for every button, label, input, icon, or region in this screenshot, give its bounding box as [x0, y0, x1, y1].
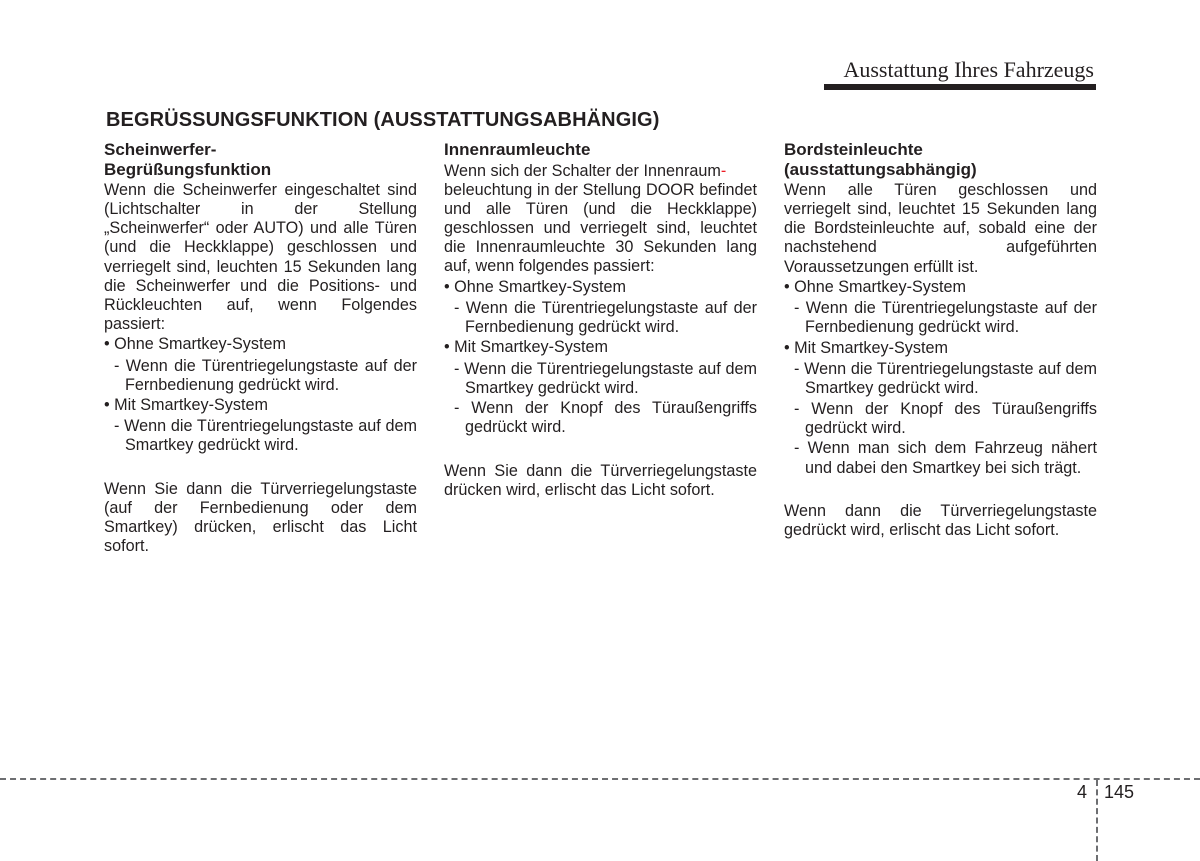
- dash-item: - Wenn der Knopf des Türaußengriffs gedrückt wird.: [454, 399, 757, 437]
- column-scheinwerfer: [104, 140, 417, 556]
- intro-text: beleuchtung in der Stellung DOOR befindet und alle Türen (und die Heckklappe) geschlossen und verriegelt sind, leuchtet die Innenraumleuchte 30 Sekunden lang auf, wenn folgendes passiert:: [444, 180, 757, 276]
- heading-line: Bordsteinleuchte: [784, 140, 923, 159]
- dash-list: [784, 299, 1097, 337]
- intro-paragraph: Wenn alle Türen geschlossen und verriegelt sind, leuchtet 15 Sekunden lang die Bordsteinleuchte auf, sobald eine der nachstehend aufgeführten Voraussetzungen erfüllt ist.: [784, 181, 1097, 276]
- spacer: [104, 457, 417, 480]
- dash-item: - Wenn der Knopf des Türaußengriffs gedrückt wird.: [794, 399, 1097, 437]
- column-innenraumleuchte: [444, 140, 757, 500]
- dash-list: [104, 357, 417, 395]
- bullet-item: • Mit Smartkey-System: [104, 396, 268, 415]
- dash-list: [104, 417, 417, 455]
- running-header: Ausstattung Ihres Fahrzeugs: [843, 57, 1094, 82]
- intro-paragraph: [444, 162, 757, 277]
- dash-item: - Wenn die Türentriegelungstaste auf dem Smartkey gedrückt wird.: [794, 360, 1097, 398]
- dash-list: [784, 360, 1097, 478]
- intro-paragraph: Wenn die Scheinwerfer eingeschaltet sind (Lichtschalter in der Stellung „Scheinwerfer“ oder AUTO) und alle Türen (und die Heckklappe) geschlossen und verriegelt sind, leuchten 15 Sekunden lang die Scheinwerfer und die Positions- und Rückleuchten auf, wenn Folgendes passiert:: [104, 181, 417, 333]
- hyphen-mark: -: [720, 161, 727, 180]
- intro-text: Wenn sich der Schalter der Innenraum: [444, 161, 721, 180]
- column-bordsteinleuchte: [784, 140, 1097, 540]
- outro-paragraph: Wenn dann die Türverriegelungstaste gedrückt wird, erlischt das Licht sofort.: [784, 502, 1097, 540]
- bullet-item: • Mit Smartkey-System: [784, 338, 948, 357]
- heading-line: Begrüßungsfunktion: [104, 159, 272, 179]
- column-heading: Innenraumleuchte: [444, 140, 591, 159]
- dash-item: - Wenn die Türentriegelungstaste auf dem Smartkey gedrückt wird.: [454, 359, 757, 397]
- outro-paragraph: Wenn Sie dann die Türverriegelungstaste drücken wird, erlischt das Licht sofort.: [444, 461, 757, 499]
- heading-line: (ausstattungsabhängig): [784, 159, 977, 179]
- column-heading: [784, 140, 1097, 179]
- dash-item: - Wenn die Türentriegelungstaste auf dem Smartkey gedrückt wird.: [114, 417, 417, 455]
- dash-item: - Wenn die Türentriegelungstaste auf der Fernbedienung gedrückt wird.: [114, 356, 417, 394]
- page-number: 145: [1104, 782, 1135, 802]
- dash-item: - Wenn die Türentriegelungstaste auf der Fernbedienung gedrückt wird.: [794, 299, 1097, 337]
- spacer: [444, 439, 757, 462]
- dash-list: [444, 299, 757, 337]
- outro-paragraph: Wenn Sie dann die Türverriegelungstaste (auf der Fernbedienung oder dem Smartkey) drücken, erlischt das Licht sofort.: [104, 480, 417, 556]
- chapter-number: 4: [1077, 782, 1088, 802]
- dash-item: - Wenn man sich dem Fahrzeug nähert und dabei den Smartkey bei sich trägt.: [794, 439, 1097, 477]
- bullet-item: • Ohne Smartkey-System: [444, 277, 626, 296]
- bullet-item: • Mit Smartkey-System: [444, 338, 608, 357]
- header-rule: [824, 84, 1096, 90]
- footer-rule: [0, 778, 1200, 780]
- spacer: [784, 479, 1097, 502]
- column-heading: [104, 140, 417, 179]
- dash-item: - Wenn die Türentriegelungstaste auf der Fernbedienung gedrückt wird.: [454, 298, 757, 336]
- heading-line: Scheinwerfer-: [104, 140, 217, 159]
- section-title: BEGRÜSSUNGSFUNKTION (AUSSTATTUNGSABHÄNGIG): [106, 109, 660, 131]
- bullet-item: • Ohne Smartkey-System: [104, 335, 286, 354]
- bullet-item: • Ohne Smartkey-System: [784, 278, 966, 297]
- footer-divider: [1096, 780, 1098, 861]
- dash-list: [444, 360, 757, 438]
